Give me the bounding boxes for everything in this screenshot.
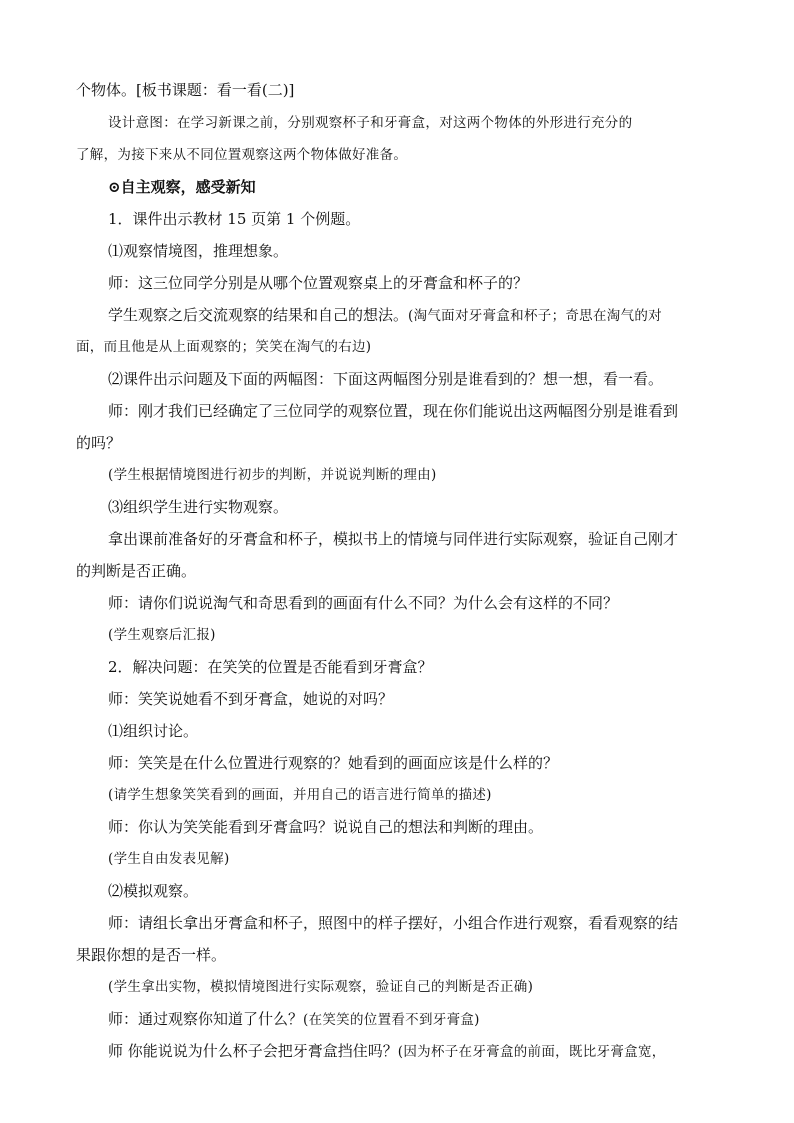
- text-line: [108, 1041, 666, 1062]
- text-line: 1．课件出示教材 15 页第 1 个例题。: [108, 210, 361, 228]
- text-line: 2．解决问题：在笑笑的位置是否能看到牙膏盒？: [108, 658, 433, 676]
- text-line: 师：你认为笑笑能看到牙膏盒吗？说说自己的想法和判断的理由。: [108, 818, 544, 836]
- text-line: 个物体。[板书课题：看一看(二)]: [76, 81, 295, 99]
- text-line: ⑴观察情境图，推理想象。: [108, 242, 289, 260]
- text-line: 果跟你想的是否一样。: [76, 946, 227, 964]
- text-line: 师：请你们说说淘气和奇思看到的画面有什么不同？为什么会有这样的不同？: [108, 594, 619, 612]
- teacher-note: (请学生想象笑笑看到的画面，并用自己的语言进行简单的描述): [108, 787, 492, 803]
- text-segment: 师 你能说说为什么杯子会把牙膏盒挡住吗？: [108, 1042, 398, 1060]
- teacher-note: 面，而且他是从上面观察的；笑笑在淘气的右边): [76, 339, 372, 355]
- text-line: 师：笑笑是在什么位置进行观察的？她看到的画面应该是什么样的？: [108, 754, 559, 772]
- text-line: 拿出课前准备好的牙膏盒和杯子，模拟书上的情境与同伴进行实际观察，验证自己刚才: [108, 530, 679, 548]
- section-heading: ⊙自主观察，感受新知: [108, 178, 256, 196]
- text-line: ⑴组织讨论。: [108, 722, 199, 740]
- text-segment: 师：通过观察你知道了什么？: [108, 1010, 304, 1028]
- text-line: 师：笑笑说她看不到牙膏盒，她说的对吗？: [108, 690, 394, 708]
- text-line: 的吗？: [76, 434, 122, 452]
- teacher-note: (淘气面对牙膏盒和杯子；奇思在淘气的对: [408, 308, 662, 324]
- teacher-note: (因为杯子在牙膏盒的前面，既比牙膏盒宽，: [397, 1044, 666, 1060]
- text-line: 的判断是否正确。: [76, 562, 197, 580]
- text-segment: 学生观察之后交流观察的结果和自己的想法。: [108, 306, 409, 324]
- text-line: [108, 1009, 480, 1030]
- text-line: 师：这三位同学分别是从哪个位置观察桌上的牙膏盒和杯子的？: [108, 274, 529, 292]
- teacher-note: (学生自由发表见解): [108, 851, 230, 867]
- text-line: [108, 305, 662, 326]
- design-intent-line: 了解，为接下来从不同位置观察这两个物体做好准备。: [76, 147, 408, 163]
- text-line: ⑵课件出示问题及下面的两幅图：下面这两幅图分别是谁看到的？想一想，看一看。: [108, 370, 664, 388]
- design-intent-line: 设计意图：在学习新课之前，分别观察杯子和牙膏盒，对这两个物体的外形进行充分的: [108, 115, 633, 131]
- teacher-note: (学生拿出实物，模拟情境图进行实际观察，验证自己的判断是否正确): [108, 979, 534, 995]
- text-line: ⑵模拟观察。: [108, 882, 199, 900]
- teacher-note: (学生根据情境图进行初步的判断，并说说判断的理由): [108, 467, 437, 483]
- text-line: 师：请组长拿出牙膏盒和杯子，照图中的样子摆好，小组合作进行观察，看看观察的结: [108, 914, 679, 932]
- text-line: 师：刚才我们已经确定了三位同学的观察位置，现在你们能说出这两幅图分别是谁看到: [108, 402, 679, 420]
- teacher-note: (在笑笑的位置看不到牙膏盒): [303, 1012, 480, 1028]
- text-line: ⑶组织学生进行实物观察。: [108, 498, 289, 516]
- teacher-note: (学生观察后汇报): [108, 627, 216, 643]
